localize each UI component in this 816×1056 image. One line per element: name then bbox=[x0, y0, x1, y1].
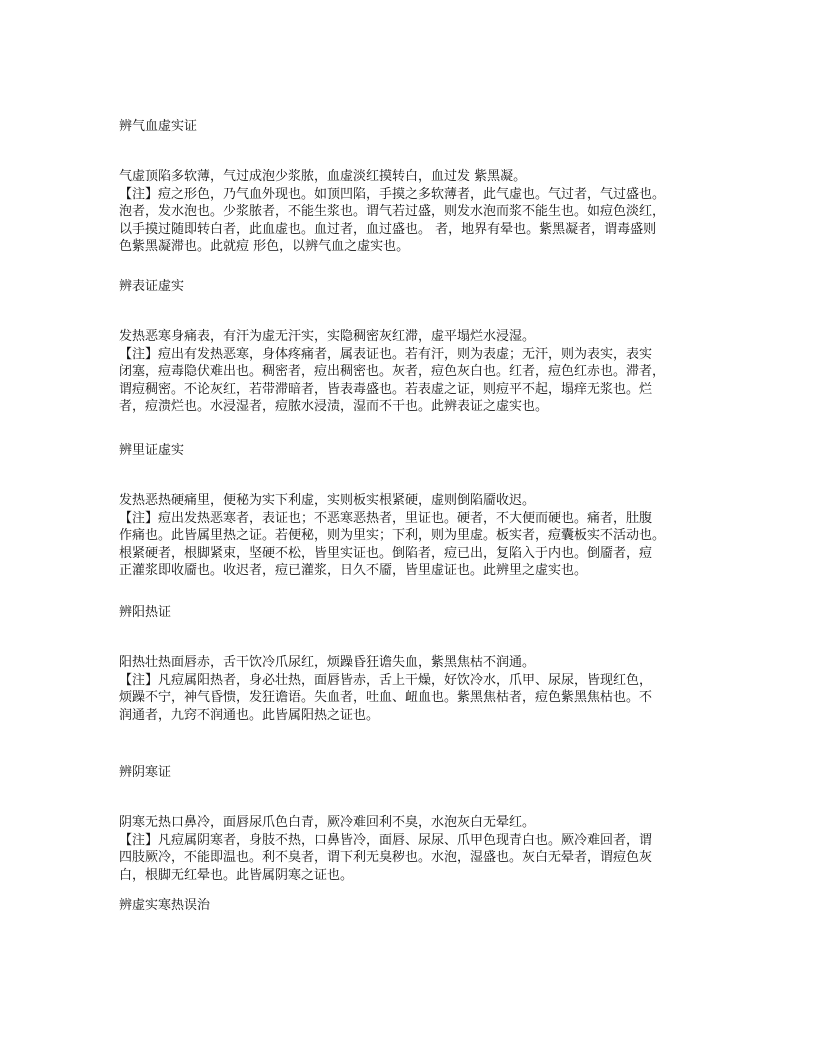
annotation-line: 【注】凡痘属阳热者，身必壮热，面唇皆赤，舌上干燥，好饮冷水，爪甲、尿尿，皆现红色， bbox=[119, 672, 653, 688]
annotation-line: 白，根脚无红晕也。此皆属阴寒之证也。 bbox=[119, 867, 354, 883]
annotation-line: 【注】痘出有发热恶寒，身体疼痛者，属表证也。若有汗，则为表虚；无汗，则为表实，表实 bbox=[119, 346, 653, 362]
section-body bbox=[119, 328, 719, 416]
annotation-line: 正灌浆即收靥也。收迟者，痘已灌浆，日久不靥，皆里虚证也。此辨里之虚实也。 bbox=[119, 563, 588, 578]
section-heading: 辨里证虚实 bbox=[119, 443, 185, 458]
annotation-line: 者，痘溃烂也。水浸湿者，痘脓水浸渍，湿而不干也。此辨表证之虚实也。 bbox=[119, 399, 549, 414]
section-heading: 辨气血虚实证 bbox=[119, 119, 198, 134]
annotation-line: 润通者，九窍不润通也。此皆属阳热之证也。 bbox=[119, 707, 380, 723]
section bbox=[119, 442, 719, 580]
annotation-line: 作痛也。此皆属里热之证。若便秘，则为里实；下利，则为里虚。板实者，痘囊板实不活动也。 bbox=[119, 528, 666, 543]
annotation-line: 闭塞，痘毒隐伏难出也。稠密者，痘出稠密也。灰者，痘色灰白也。红者，痘色红赤也。滞者， bbox=[119, 364, 666, 379]
annotation-line: 泡者，发水泡也。少浆脓者，不能生浆也。谓气若过盛，则发水泡而浆不能生也。如痘色淡红， bbox=[119, 204, 666, 219]
verse-line: 发热恶寒身痛表，有汗为虚无汗实，实隐稠密灰红滞，虚平塌烂水浸湿。 bbox=[119, 329, 536, 344]
annotation-line: 【注】凡痘属阴寒者，身肢不热，口鼻皆冷，面唇、尿尿、爪甲色现青白也。厥冷难回者，谓 bbox=[119, 832, 653, 848]
verse-line: 阴寒无热口鼻冷，面唇尿爪色白青，厥冷难回利不臭，水泡灰白无晕红。 bbox=[119, 815, 536, 830]
section-heading: 辨虚实寒热误治 bbox=[119, 898, 211, 913]
verse-line: 阳热壮热面唇赤，舌干饮冷爪尿红，烦躁昏狂谵失血，紫黑焦枯不润通。 bbox=[119, 655, 536, 670]
section-body bbox=[119, 492, 719, 580]
section-body bbox=[119, 654, 719, 724]
annotation-line: 【注】痘出发热恶寒者，表证也；不恶寒恶热者，里证也。硬者，不大便而硬也。痛者，肚腹 bbox=[119, 510, 653, 526]
annotation-line: 烦躁不宁，神气昏愦，发狂谵语。失血者，吐血、衄血也。紫黑焦枯者，痘色紫黑焦枯也。不 bbox=[119, 690, 653, 705]
section-body bbox=[119, 814, 719, 884]
section-heading: 辨阴寒证 bbox=[119, 765, 172, 780]
section-heading: 辨表证虚实 bbox=[119, 279, 185, 294]
annotation-line: 【注】痘之形色，乃气血外现也。如顶凹陷，手摸之多软薄者，此气虚也。气过者，气过盛也。 bbox=[119, 186, 666, 202]
annotation-line: 以手摸过随即转白者，此血虚也。血过者，血过盛也。 者，地界有晕也。紫黑凝者，谓毒盛则 bbox=[119, 221, 657, 237]
verse-line: 气虚顶陷多软薄，气过成泡少浆脓，血虚淡红摸转白，血过发 紫黑凝。 bbox=[119, 169, 527, 184]
section bbox=[119, 897, 719, 915]
annotation-line: 色紫黑凝滞也。此就痘 形色，以辨气血之虚实也。 bbox=[119, 239, 410, 254]
annotation-line: 四肢厥冷，不能即温也。利不臭者，谓下利无臭秽也。水泡，湿盛也。灰白无晕者，谓痘色灰 bbox=[119, 850, 653, 865]
section bbox=[119, 604, 719, 724]
section-heading: 辨阳热证 bbox=[119, 605, 172, 620]
annotation-line: 谓痘稠密。不论灰红，若带滞暗者，皆表毒盛也。若表虚之证，则痘平不起，塌痒无浆也。烂 bbox=[119, 381, 653, 397]
section bbox=[119, 118, 719, 256]
section-body bbox=[119, 168, 719, 256]
verse-line: 发热恶热硬痛里，便秘为实下利虚，实则板实根紧硬，虚则倒陷靥收迟。 bbox=[119, 493, 536, 508]
section bbox=[119, 278, 719, 416]
section bbox=[119, 764, 719, 884]
annotation-line: 根紧硬者，根脚紧束，坚硬不松，皆里实证也。倒陷者，痘已出，复陷入于内也。倒靥者，痘 bbox=[119, 545, 653, 561]
